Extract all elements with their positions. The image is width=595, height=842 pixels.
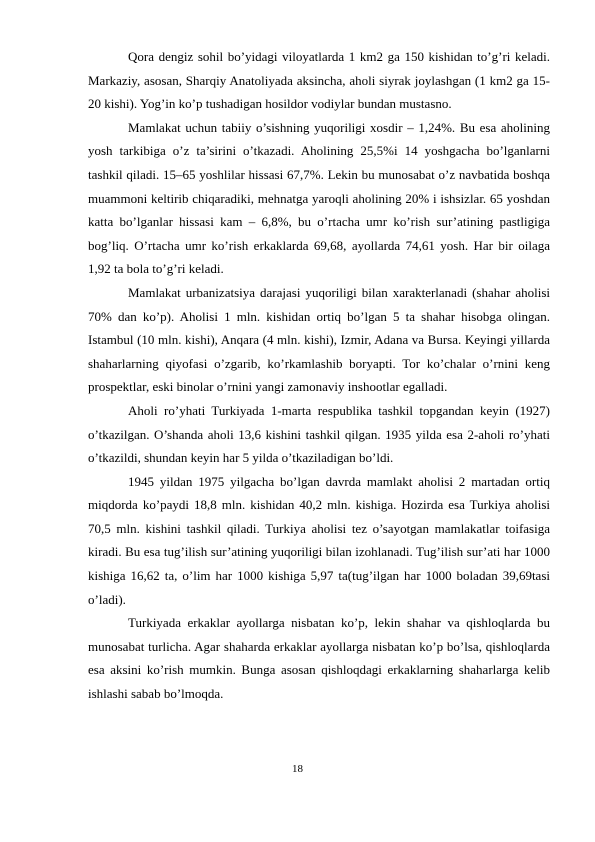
- body-text: [88, 45, 550, 706]
- paragraph-natural-growth: Mamlakat uchun tabiiy o’sishning yuqoriligi xosdir – 1,24%. Bu esa aholining yosh tarkibiga o’z ta’sirini o’tkazadi. Aholining 25,5%i 14 yoshgacha bo’lganlarni tashkil qiladi. 15–65 yoshlilar hissasi 67,7%. Lekin bu munosabat o’z navbatida boshqa muammoni keltirib chiqaradiki, mehnatga yaroqli aholining 20% i ishsizlar. 65 yoshdan katta bo’lganlar hissasi kam – 6,8%, bu o’rtacha umr ko’rish sur’atining pastligiga bog’liq. O’rtacha umr ko’rish erkaklarda 69,68, ayollarda 74,61 yosh. Har bir oilaga 1,92 ta bola to’g’ri keladi.: [88, 119, 550, 277]
- paragraph-urbanization: Mamlakat urbanizatsiya darajasi yuqoriligi bilan xarakterlanadi (shahar aholisi 70% dan ko’p). Aholisi 1 mln. kishidan ortiq bo’lgan 5 ta shahar hisobga olingan. Istambul (10 mln. kishi), Anqara (4 mln. kishi), Izmir, Adana va Bursa. Keyingi yillarda shaharlarning qiyofasi o’zgarib, ko’rkamlashib boryapti. Tor ko’chalar o’rnini keng prospektlar, eski binolar o’rnini yangi zamonaviy inshootlar egalladi.: [88, 284, 550, 395]
- page-number: 18: [292, 763, 303, 775]
- paragraph-gender-ratio: Turkiyada erkaklar ayollarga nisbatan ko’p, lekin shahar va qishloqlarda bu munosabat turlicha. Agar shaharda erkaklar ayollarga nisbatan ko’p bo’lsa, qishloqlarda esa aksini ko’rish mumkin. Bunga asosan qishloqdagi erkaklarning shaharlarga kelib ishlashi sabab bo’lmoqda.: [88, 615, 550, 702]
- paragraph-population-density: Qora dengiz sohil bo’yidagi viloyatlarda 1 km2 ga 150 kishidan to’g’ri keladi. Markaziy, asosan, Sharqiy Anatoliyada aksincha, aholi siyrak joylashgan (1 km2 ga 15-20 kishi). Yog’in ko’p tushadigan hosildor vodiylar bundan mustasno.: [88, 49, 550, 112]
- paragraph-population-growth: 1945 yildan 1975 yilgacha bo’lgan davrda mamlakt aholisi 2 martadan ortiq miqdorda ko’paydi 18,8 mln. kishidan 40,2 mln. kishiga. Hozirda esa Turkiya aholisi 70,5 mln. kishini tashkil qiladi. Turkiya aholisi tez o’sayotgan mamlakatlar toifasiga kiradi. Bu esa tug’ilish sur’atining yuqoriligi bilan izohlanadi. Tug’ilish sur’ati har 1000 kishiga 16,62 ta, o’lim har 1000 kishiga 5,97 ta(tug’ilgan har 1000 boladan 39,69tasi o’ladi).: [88, 473, 550, 607]
- paragraph-census: Aholi ro’yhati Turkiyada 1-marta respublika tashkil topgandan keyin (1927) o’tkazilgan. O’shanda aholi 13,6 kishini tashkil qilgan. 1935 yilda esa 2-aholi ro’yhati o’tkazildi, shundan keyin har 5 yilda o’tkaziladigan bo’ldi.: [88, 402, 550, 466]
